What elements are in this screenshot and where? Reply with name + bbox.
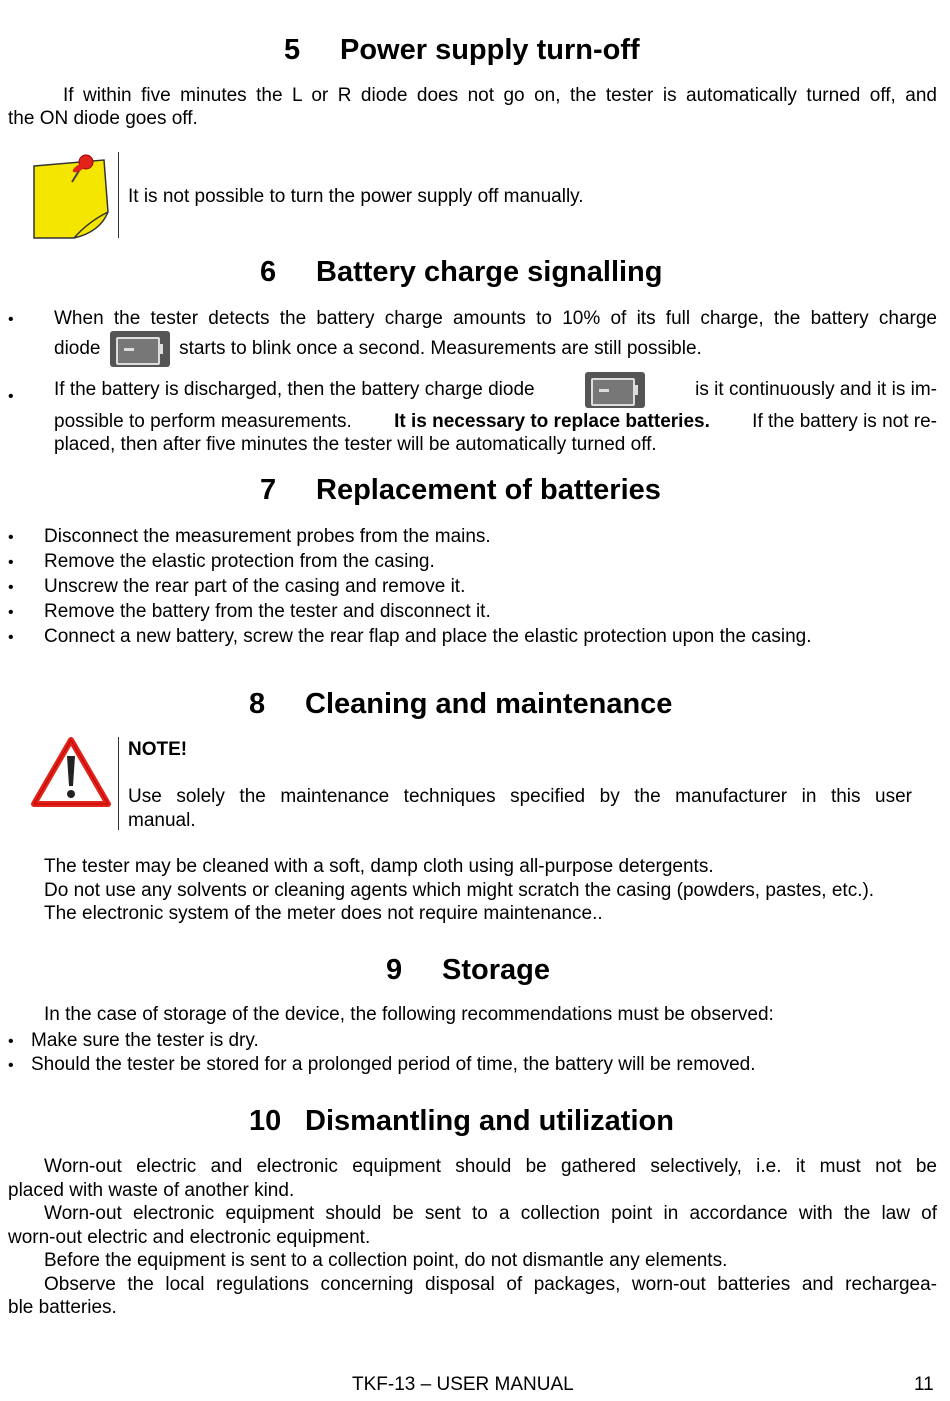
- section-title: Storage: [442, 954, 550, 986]
- paragraph-line: If within five minutes the L or R diode does not go on, the tester is automatically turned off, and: [63, 85, 937, 106]
- section-number: 9: [386, 954, 403, 986]
- list-item-text: is it continuously and it is im-: [695, 379, 937, 400]
- list-item: Connect a new battery, screw the rear flap and place the elastic protection upon the casing.: [44, 626, 812, 647]
- section-heading-6: [260, 255, 663, 289]
- bullet-icon: •: [8, 529, 14, 546]
- section-heading-8: [249, 687, 672, 721]
- list-item: Make sure the tester is dry.: [31, 1030, 259, 1051]
- section-number: 7: [260, 474, 277, 506]
- paragraph-line: Do not use any solvents or cleaning agents which might scratch the casing (powders, pastes, etc.).: [44, 880, 875, 901]
- paragraph-line: the ON diode goes off.: [8, 108, 198, 129]
- paragraph-line: Before the equipment is sent to a collection point, do not dismantle any elements.: [44, 1250, 728, 1271]
- footer-title: TKF-13 – USER MANUAL: [352, 1374, 574, 1395]
- section-title: Cleaning and maintenance: [305, 688, 673, 720]
- bullet-icon: •: [8, 579, 14, 596]
- paragraph-line: The tester may be cleaned with a soft, damp cloth using all-purpose detergents.: [44, 856, 714, 877]
- section-number: 8: [249, 688, 266, 720]
- page-number: 11: [914, 1374, 934, 1395]
- note-text: It is not possible to turn the power supply off manually.: [128, 186, 584, 207]
- bullet-icon: •: [8, 1033, 14, 1050]
- section-heading-10: [249, 1104, 674, 1138]
- section-title: Power supply turn-off: [340, 34, 640, 66]
- list-item-text: possible to perform measurements.: [54, 411, 352, 432]
- note-divider: [118, 152, 119, 238]
- list-item: Disconnect the measurement probes from the mains.: [44, 526, 491, 547]
- section-heading-7: [260, 473, 661, 507]
- bullet-icon: •: [8, 1057, 14, 1074]
- bullet-icon: •: [8, 554, 14, 571]
- list-item-text: If the battery is discharged, then the battery charge diode: [54, 379, 535, 400]
- list-item: Should the tester be stored for a prolonged period of time, the battery will be removed.: [31, 1054, 756, 1075]
- list-item-text: diode: [54, 338, 101, 359]
- bullet-icon: •: [8, 629, 14, 646]
- list-item-line: [54, 410, 937, 433]
- list-item-line: [54, 329, 702, 369]
- list-item-text: starts to blink once a second. Measurements are still possible.: [179, 338, 702, 359]
- pushpin-note-icon: [30, 152, 112, 240]
- list-item-text: When the tester detects the battery charge amounts to 10% of its full charge, the battery charge: [54, 308, 937, 329]
- battery-icon: [110, 331, 170, 367]
- note-title: NOTE!: [128, 739, 188, 760]
- list-item: Remove the elastic protection from the casing.: [44, 551, 435, 572]
- note-divider: [118, 737, 119, 830]
- section-number: 10: [249, 1105, 282, 1137]
- note-text: Use solely the maintenance techniques specified by the manufacturer in this user: [128, 786, 912, 807]
- emphasis-text: It is necessary to replace batteries.: [394, 411, 710, 432]
- list-item-text: If the battery is not re-: [752, 411, 937, 432]
- paragraph-line: worn-out electric and electronic equipment.: [8, 1227, 371, 1248]
- section-number: 6: [260, 256, 277, 288]
- list-item: Unscrew the rear part of the casing and remove it.: [44, 576, 466, 597]
- paragraph-line: Worn-out electric and electronic equipment should be gathered selectively, i.e. it must not be: [44, 1156, 937, 1177]
- bullet-icon: •: [8, 311, 14, 328]
- list-item-line: [54, 370, 937, 410]
- paragraph-line: Worn-out electronic equipment should be sent to a collection point in accordance with the law of: [44, 1203, 937, 1224]
- bullet-icon: •: [8, 388, 14, 405]
- list-item: Remove the battery from the tester and disconnect it.: [44, 601, 491, 622]
- paragraph-line: placed with waste of another kind.: [8, 1180, 295, 1201]
- paragraph-line: Observe the local regulations concerning disposal of packages, worn-out batteries and rechargea-: [44, 1274, 937, 1295]
- bullet-icon: •: [8, 604, 14, 621]
- section-title: Battery charge signalling: [316, 256, 663, 288]
- warning-triangle-icon: [30, 736, 112, 808]
- list-item-text: placed, then after five minutes the tester will be automatically turned off.: [54, 434, 657, 455]
- section-heading-9: [386, 953, 550, 987]
- paragraph-line: In the case of storage of the device, the following recommendations must be observed:: [44, 1004, 774, 1025]
- section-title: Dismantling and utilization: [305, 1105, 674, 1137]
- section-title: Replacement of batteries: [316, 474, 661, 506]
- section-heading-5: [284, 33, 640, 67]
- battery-icon: [585, 372, 645, 408]
- paragraph-line: ble batteries.: [8, 1297, 117, 1318]
- section-number: 5: [284, 34, 301, 66]
- paragraph-line: The electronic system of the meter does not require maintenance..: [44, 903, 603, 924]
- note-text: manual.: [128, 810, 196, 831]
